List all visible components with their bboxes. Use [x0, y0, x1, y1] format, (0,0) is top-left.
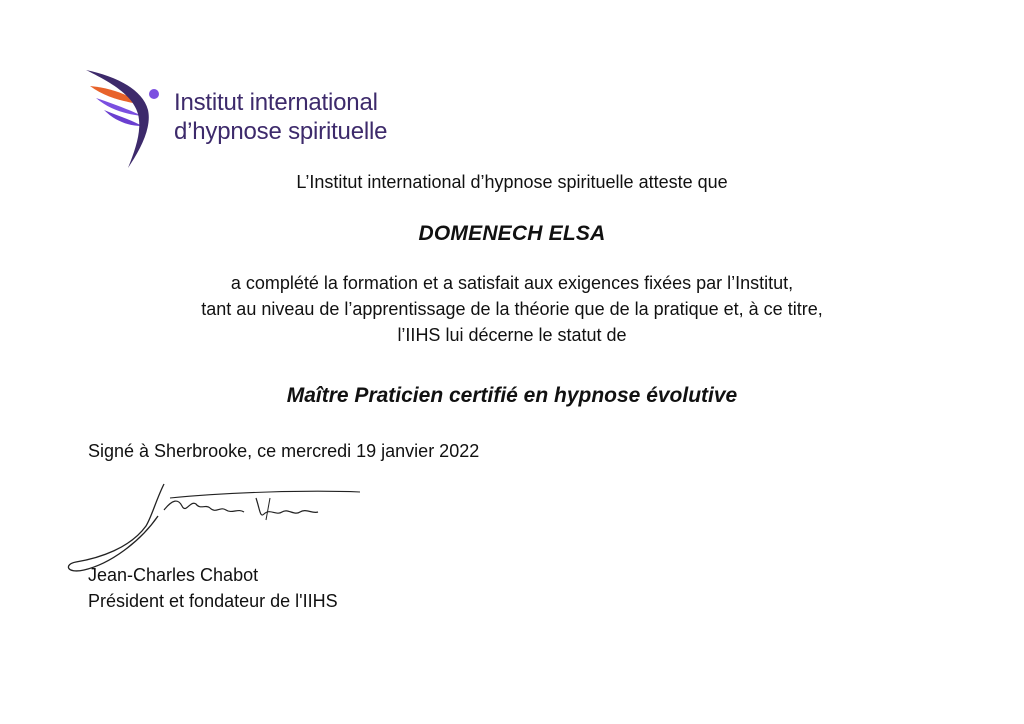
signed-place-date: Signé à Sherbrooke, ce mercredi 19 janvier 2022 — [88, 441, 480, 461]
logo-wordmark — [174, 88, 387, 146]
wing-logo-icon — [84, 64, 164, 174]
certificate-body — [0, 270, 1024, 348]
signer-title: Président et fondateur de l'IIHS — [88, 591, 338, 611]
body-line-3: l’IIHS lui décerne le statut de — [397, 325, 627, 345]
recipient-name: DOMENECH ELSA — [418, 222, 606, 245]
signer-block — [88, 562, 338, 614]
attest-line: L’Institut international d’hypnose spirituelle atteste que — [296, 172, 728, 192]
logo-line-2: d’hypnose spirituelle — [174, 118, 388, 145]
institute-logo — [84, 64, 424, 174]
signer-name: Jean-Charles Chabot — [88, 565, 259, 585]
body-line-1: a complété la formation et a satisfait aux exigences fixées par l’Institut, — [230, 273, 794, 293]
body-line-2: tant au niveau de l’apprentissage de la théorie que de la pratique et, à ce titre, — [201, 299, 823, 319]
certified-status: Maître Praticien certifié en hypnose évolutive — [286, 384, 738, 407]
logo-line-1: Institut international — [174, 89, 378, 116]
